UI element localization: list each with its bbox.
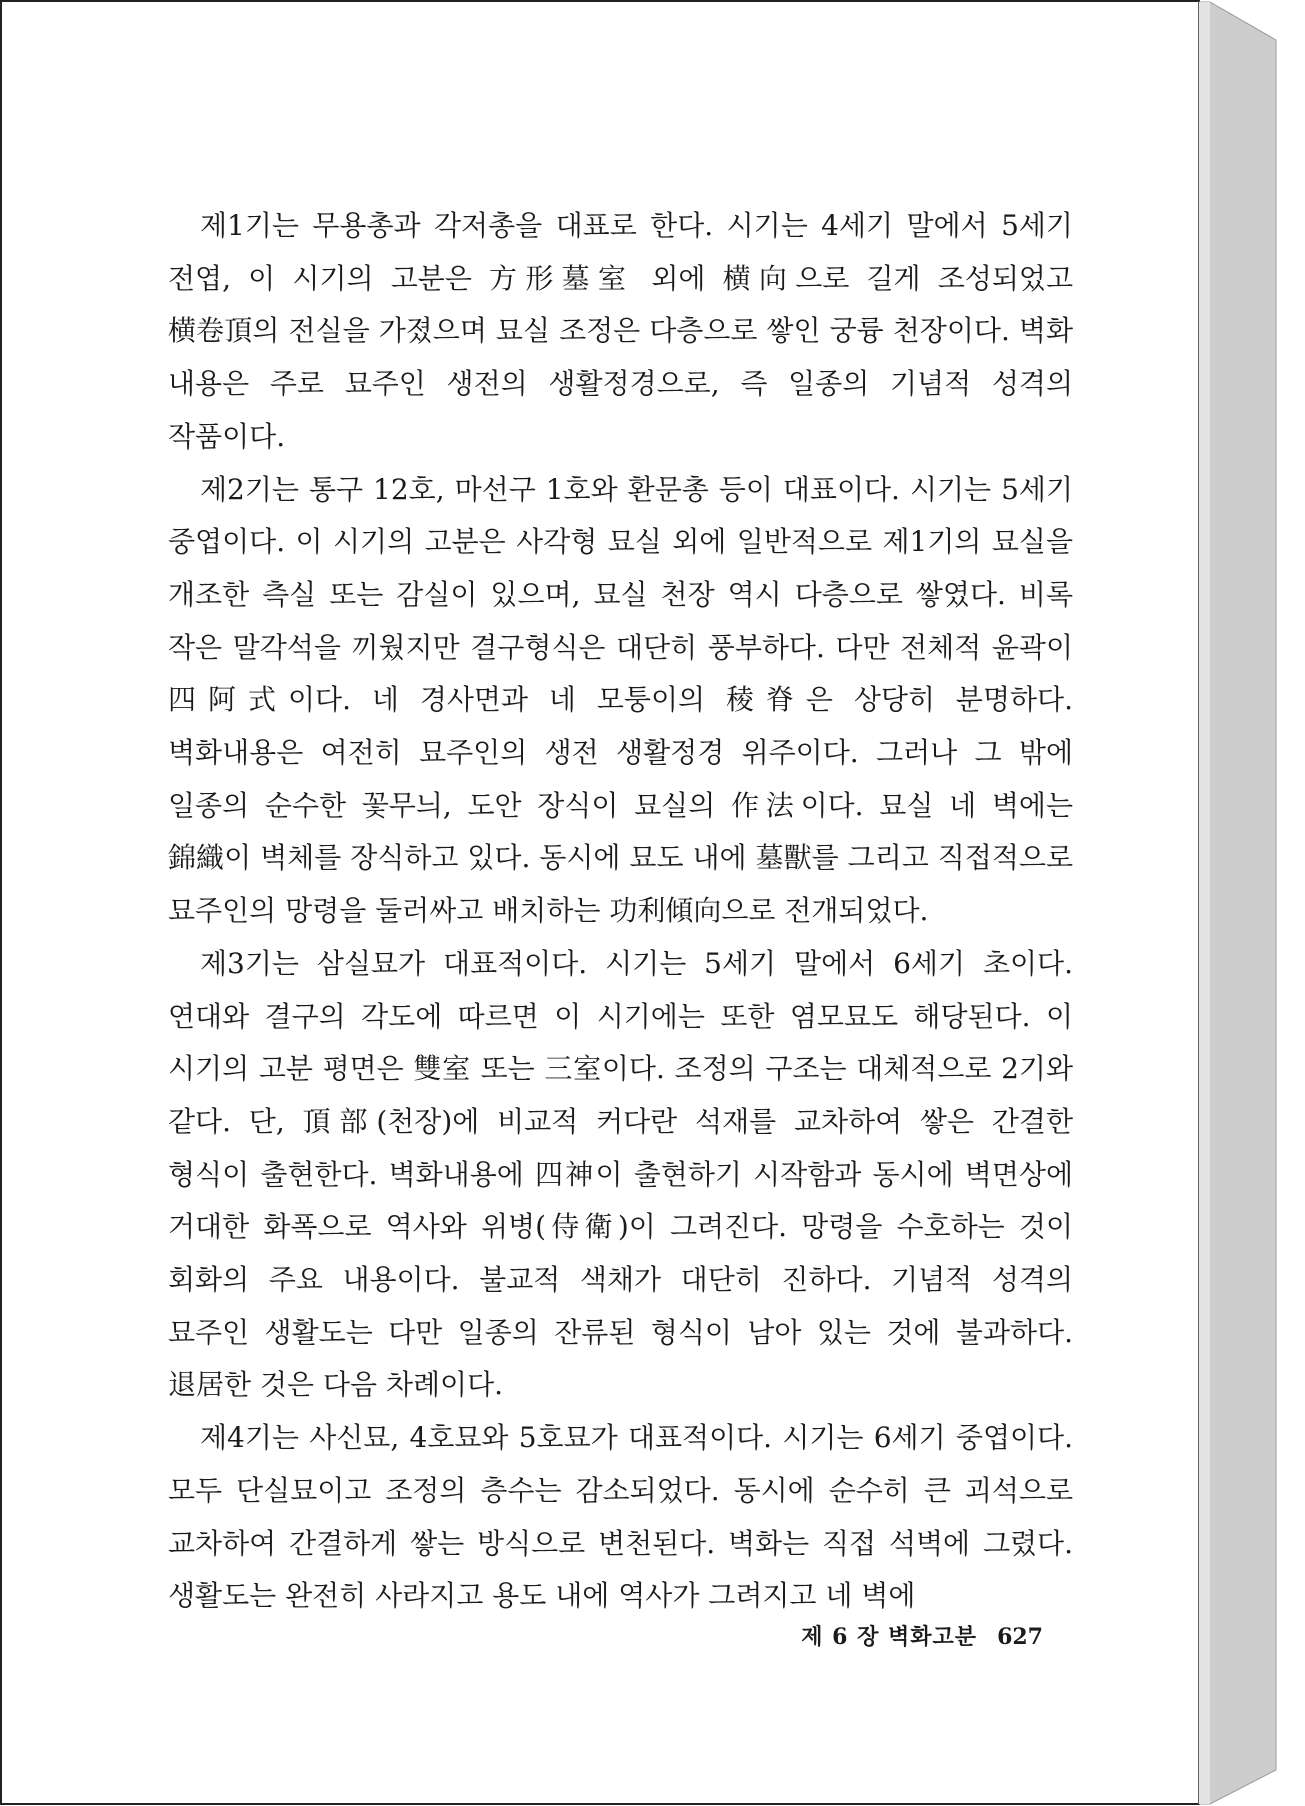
body-text bbox=[168, 200, 1073, 1623]
book-side-edge bbox=[1199, 2, 1276, 1804]
footer-chapter-title: 제 6 장 벽화고분 bbox=[801, 1624, 978, 1650]
paragraph-period-2: 제2기는 통구 12호, 마선구 1호와 환문총 등이 대표이다. 시기는 5세기 중엽이다. 이 시기의 고분은 사각형 묘실 외에 일반적으로 제1기의 묘실을 개조한 측실 또는 감실이 있으며, 묘실 천장 역시 다층으로 쌓였다. 비록 작은 말각석을 끼웠지만 결구형식은 대단히 풍부하다. 다만 전체적 윤곽이 四阿式이다. 네 경사면과 네 모퉁이의 稜脊은 상당히 분명하다. 벽화내용은 여전히 묘주인의 생전 생활정경 위주이다. 그러나 그 밖에 일종의 순수한 꽃무늬, 도안 장식이 묘실의 作法이다. 묘실 네 벽에는 錦織이 벽체를 장식하고 있다. 동시에 묘도 내에 墓獸를 그리고 직접적으로 묘주인의 망령을 둘러싸고 배치하는 功利傾向으로 전개되었다. bbox=[168, 472, 1073, 928]
paragraph-period-3: 제3기는 삼실묘가 대표적이다. 시기는 5세기 말에서 6세기 초이다. 연대와 결구의 각도에 따르면 이 시기에는 또한 염모묘도 해당된다. 이 시기의 고분 평면은 雙室 또는 三室이다. 조정의 구조는 대체적으로 2기와 같다. 단, 頂部(천장)에 비교적 커다란 석재를 교차하여 쌓은 간결한 형식이 출현한다. 벽화내용에 四神이 출현하기 시작함과 동시에 벽면상에 거대한 화폭으로 역사와 위병(侍衛)이 그려진다. 망령을 수호하는 것이 회화의 주요 내용이다. 불교적 색채가 대단히 진하다. 기념적 성격의 묘주인 생활도는 다만 일종의 잔류된 형식이 남아 있는 것에 불과하다. 退居한 것은 다음 차례이다. bbox=[168, 946, 1073, 1402]
running-footer bbox=[801, 1620, 1043, 1651]
book-spine-highlight bbox=[1199, 2, 1210, 1804]
page-number: 627 bbox=[997, 1624, 1043, 1650]
paragraph-period-1: 제1기는 무용총과 각저총을 대표로 한다. 시기는 4세기 말에서 5세기 전엽, 이 시기의 고분은 方形墓室 외에 横向으로 길게 조성되었고 横卷頂의 전실을 가졌으며 묘실 조정은 다층으로 쌓인 궁륭 천장이다. 벽화 내용은 주로 묘주인 생전의 생활정경으로, 즉 일종의 기념적 성격의 작품이다. bbox=[168, 209, 1073, 453]
paragraph-period-4: 제4기는 사신묘, 4호묘와 5호묘가 대표적이다. 시기는 6세기 중엽이다. 모두 단실묘이고 조정의 층수는 감소되었다. 동시에 순수히 큰 괴석으로 교차하여 간결하게 쌓는 방식으로 변천된다. 벽화는 직접 석벽에 그렸다. 생활도는 완전히 사라지고 용도 내에 역사가 그려지고 네 벽에 bbox=[168, 1421, 1073, 1613]
